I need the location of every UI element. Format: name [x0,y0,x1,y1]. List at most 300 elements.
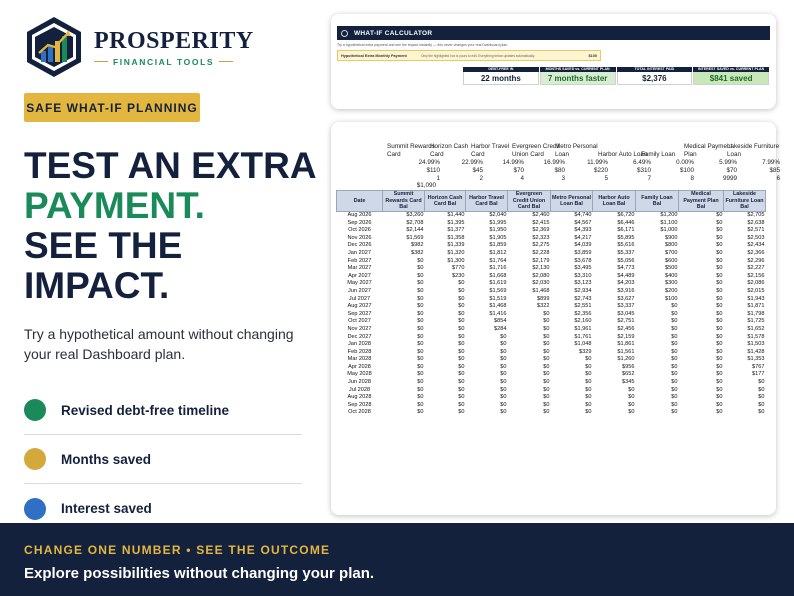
balance-cell: $3,123 [574,280,592,287]
calculator-screenshot [331,14,776,109]
balance-cell: $0 [417,287,424,294]
balance-cell: $1,569 [489,287,507,294]
balance-cell: $0 [543,409,550,416]
balance-cell: $0 [458,310,465,317]
table-row [337,311,766,319]
balance-cell: $2,130 [532,265,550,272]
table-row [337,334,766,342]
loan-order: 3 [561,174,565,182]
loan-order: 4 [520,174,524,182]
loan-payment: $70 [726,166,737,174]
row-date: Mar 2028 [347,356,372,363]
balance-cell: $0 [543,401,550,408]
balance-cell: $0 [543,363,550,370]
balance-cell: $0 [716,394,723,401]
balance-cell: $0 [458,287,465,294]
balance-cell: $0 [716,212,723,218]
balance-cell: $0 [417,356,424,363]
table-row [337,212,766,220]
balance-cell: $0 [716,310,723,317]
row-date: Jan 2028 [347,341,372,348]
balance-cell: $2,228 [532,249,550,256]
balance-cell: $0 [417,272,424,279]
balance-cell: $0 [716,219,723,226]
loan-order: 7 [647,174,651,182]
brand-logo [24,14,254,80]
balance-cell: $0 [671,386,678,393]
balance-cell: $770 [452,265,465,272]
balance-cell: $1,619 [489,280,507,287]
balance-cell: $3,627 [617,295,635,302]
loan-order: 6 [776,174,780,182]
logo-chart-icon [24,15,84,79]
balance-cell: $5,056 [617,257,635,264]
balance-cell: $1,300 [447,257,465,264]
result-interest-saved [693,67,770,85]
table-row [337,250,766,258]
balance-cell: $652 [622,371,635,378]
balance-cell: $0 [716,371,723,378]
balance-cell: $0 [458,409,465,416]
balance-cell: $700 [665,249,678,256]
loan-name: Harbor Auto Loan [598,151,648,159]
calculator-title-bar [337,26,770,40]
loan-payment: $85 [769,166,780,174]
brand-name: PROSPERITY [94,27,254,54]
balance-cell: $0 [716,280,723,287]
balance-cell: $0 [628,394,635,401]
column-header: Medical Payment Plan Bal [679,191,724,212]
balance-cell: $3,337 [617,303,635,310]
balance-cell: $2,275 [532,242,550,249]
loan-order: 1 [436,174,440,182]
balance-cell: $2,030 [532,280,550,287]
balance-cell: $2,415 [532,219,550,226]
legend-dot-icon [24,399,46,421]
balance-cell: $1,871 [747,303,765,310]
balance-cell: $2,708 [406,219,424,226]
balance-cell: $1,716 [489,265,507,272]
balance-cell: $2,179 [532,257,550,264]
legend [24,386,302,533]
balance-cell: $0 [758,379,765,386]
balance-cell: $1,905 [489,234,507,241]
balance-cell: $0 [417,401,424,408]
table-row [337,394,766,402]
balance-cell: $0 [500,386,507,393]
balance-cell: $2,434 [747,242,765,249]
balance-cell: $0 [417,379,424,386]
balance-cell: $0 [628,401,635,408]
row-date: Aug 2027 [347,303,372,310]
balance-cell: $0 [417,333,424,340]
balance-cell: $3,495 [574,265,592,272]
balance-cell: $0 [458,303,465,310]
balance-cell: $2,369 [532,227,550,234]
result-value: $2,376 [617,72,693,85]
balance-cell: $2,227 [747,265,765,272]
table-row [337,356,766,364]
balance-cell: $0 [417,394,424,401]
calculator-description: Try a hypothetical extra payment and see the impact instantly — this never changes your real Dashboard plan. [337,43,509,47]
balance-cell: $0 [585,401,592,408]
balance-cell: $2,705 [747,212,765,218]
balance-cell: $2,571 [747,227,765,234]
row-date: Aug 2028 [347,394,372,401]
balance-cell: $0 [716,325,723,332]
balance-cell: $3,260 [406,212,424,218]
balance-cell: $0 [458,333,465,340]
balance-cell: $1,561 [617,348,635,355]
loan-apr: 0.00% [676,159,694,166]
balance-cell: $0 [458,379,465,386]
balance-cell: $0 [543,379,550,386]
balance-cell: $0 [716,318,723,325]
table-row [337,379,766,387]
loan-order: 5 [604,174,608,182]
balance-cell: $0 [716,348,723,355]
balance-cell: $0 [500,371,507,378]
balance-cell: $2,296 [747,257,765,264]
headline [24,146,324,306]
balance-cell: $1,320 [447,249,465,256]
balance-cell: $0 [585,409,592,416]
row-date: Apr 2028 [348,363,371,370]
balance-cell: $0 [716,363,723,370]
balance-cell: $1,652 [747,325,765,332]
loan-name: Summit Rewards Card [387,143,435,159]
balance-cell: $0 [671,303,678,310]
balance-cell: $329 [579,348,592,355]
row-date: May 2027 [347,280,372,287]
balance-cell: $1,995 [489,219,507,226]
balance-cell: $0 [417,371,424,378]
footer-kicker: CHANGE ONE NUMBER • SEE THE OUTCOME [24,543,331,557]
legend-label: Months saved [61,451,152,467]
column-header: Lakeside Furniture Loan Bal [725,191,764,211]
column-header: Harbor Auto Loan Bal [593,191,636,212]
balance-cell: $3,045 [617,310,635,317]
loan-order: 8 [690,174,694,182]
balance-cell: $322 [537,303,550,310]
balance-cell: $0 [758,394,765,401]
balance-cell: $0 [500,363,507,370]
balance-cell: $0 [417,310,424,317]
balance-cell: $0 [671,363,678,370]
loan-payment: $70 [513,166,524,174]
row-date: Jul 2027 [348,295,371,302]
balance-cell: $1,503 [747,341,765,348]
row-date: Oct 2026 [348,227,371,234]
balance-cell: $0 [417,363,424,370]
balance-cell: $0 [500,356,507,363]
balance-cell: $0 [458,386,465,393]
balance-cell: $0 [417,325,424,332]
balance-cell: $1,950 [489,227,507,234]
result-header: INTEREST SAVED vs. CURRENT PLAN [693,67,769,72]
balance-cell: $1,764 [489,257,507,264]
balance-cell: $3,916 [617,287,635,294]
balance-cell: $0 [585,386,592,393]
balance-cell: $1,416 [489,310,507,317]
balance-cell: $1,395 [447,219,465,226]
balance-cell: $0 [671,341,678,348]
balance-cell: $1,468 [532,287,550,294]
row-date: Nov 2026 [347,234,372,241]
balance-cell: $1,519 [489,295,507,302]
calculator-note: Only the highlighted box is yours to edit. Everything below updates automatically. [421,53,536,58]
table-row [337,296,766,304]
balance-cell: $1,048 [574,341,592,348]
balance-cell: $2,323 [532,234,550,241]
column-header: Metro Personal Loan Bal [551,191,593,212]
subtext: Try a hypothetical amount without changing your real Dashboard plan. [24,326,294,362]
balance-cell: $0 [671,310,678,317]
balance-cell: $0 [458,401,465,408]
balance-cell: $3,678 [574,257,592,264]
column-header: Date [337,191,383,212]
balance-cell: $0 [671,348,678,355]
table-row [337,303,766,311]
balance-cell: $0 [585,363,592,370]
balance-cell: $2,144 [406,227,424,234]
balance-cell: $2,743 [574,295,592,302]
balance-cell: $1,761 [574,333,592,340]
table-row [337,318,766,326]
balance-cell: $0 [671,371,678,378]
balance-cell: $4,740 [574,212,592,218]
balance-cell: $0 [671,318,678,325]
balance-cell: $5,895 [617,234,635,241]
balance-cell: $0 [500,409,507,416]
balance-cell: $300 [665,280,678,287]
row-date: Dec 2027 [347,333,372,340]
balance-cell: $4,203 [617,280,635,287]
table-row [337,364,766,372]
balance-cell: $0 [628,386,635,393]
balance-cell: $2,551 [574,303,592,310]
loan-payment: $220 [593,166,608,174]
legend-dot-icon [24,448,46,470]
legend-label: Revised debt-free timeline [61,402,230,418]
loan-order: 9999 [722,174,737,182]
footer-banner [0,523,794,596]
row-date: Oct 2027 [348,318,371,325]
balance-cell: $0 [543,341,550,348]
balance-cell: $0 [417,341,424,348]
balance-cell: $0 [585,371,592,378]
legend-dot-icon [24,498,46,520]
balance-cell: $4,773 [617,265,635,272]
balance-cell: $956 [622,363,635,370]
balance-cell: $0 [417,280,424,287]
table-row [337,402,766,410]
table-row [337,220,766,228]
table-row [337,280,766,288]
row-date: Jan 2027 [347,249,372,256]
balance-cell: $1,943 [747,295,765,302]
footer-text: Explore possibilities without changing your plan. [24,565,375,582]
loan-apr: 6.49% [633,159,651,166]
loan-order: 2 [479,174,483,182]
balance-cell: $2,356 [574,310,592,317]
balance-cell: $3,859 [574,249,592,256]
balance-cell: $1,000 [660,227,678,234]
row-date: May 2028 [347,371,372,378]
balance-cell: $2,503 [747,234,765,241]
balance-cell: $0 [671,379,678,386]
balance-cell: $1,358 [447,234,465,241]
balance-cell: $0 [716,287,723,294]
loan-payment: $100 [679,166,694,174]
loan-name: Family Loan [641,151,676,159]
balance-cell: $0 [671,409,678,416]
balance-cell: $4,039 [574,242,592,249]
balance-cell: $2,040 [489,212,507,218]
balance-cell: $2,460 [532,212,550,218]
column-header: Evergreen Credit Union Card Bal [508,191,551,212]
result-total-interest [617,67,694,85]
result-value: 7 months faster [540,72,616,85]
row-date: Sep 2028 [347,401,372,408]
balance-cell: $0 [458,318,465,325]
balance-cell: $0 [543,318,550,325]
balance-cell: $4,393 [574,227,592,234]
balance-cell: $4,217 [574,234,592,241]
balance-cell: $177 [752,371,765,378]
row-date: Aug 2026 [347,212,372,218]
balance-cell: $1,668 [489,272,507,279]
headline-line-2: PAYMENT. [24,185,205,226]
balance-cell: $0 [458,348,465,355]
table-row [337,265,766,273]
column-header: Summit Rewards Card Bal [383,191,425,212]
balance-cell: $2,934 [574,287,592,294]
balance-cell: $2,156 [747,272,765,279]
table-row [337,227,766,235]
balance-cell: $0 [458,325,465,332]
balance-cell: $2,015 [747,287,765,294]
balance-cell: $345 [622,379,635,386]
balance-cell: $0 [500,401,507,408]
balance-cell: $3,310 [574,272,592,279]
balance-cell: $0 [500,333,507,340]
balance-cell: $0 [716,234,723,241]
balance-cell: $382 [411,249,424,256]
balance-cell: $0 [500,394,507,401]
loan-apr: 16.99% [543,159,565,166]
balance-cell: $0 [716,242,723,249]
headline-line-3: SEE THE [24,225,183,266]
table-row [337,326,766,334]
balance-cell: $0 [585,379,592,386]
balance-cell: $1,569 [406,234,424,241]
balance-cell: $0 [543,310,550,317]
extra-payment-label: Hypothetical Extra Monthly Payment [341,53,407,58]
balance-cell: $1,428 [747,348,765,355]
calculator-badge-icon [341,30,348,37]
balance-cell: $1,859 [489,242,507,249]
balance-cell: $900 [665,234,678,241]
loan-payment: $80 [554,166,565,174]
result-debt-free [463,67,540,85]
loan-payment: $310 [636,166,651,174]
balance-cell: $0 [500,379,507,386]
table-row [337,409,766,417]
balance-cell: $0 [458,394,465,401]
balance-cell: $0 [716,249,723,256]
balance-cell: $0 [417,295,424,302]
balance-cell: $0 [417,409,424,416]
balance-cell: $6,720 [617,212,635,218]
balance-cell: $0 [458,363,465,370]
result-header: TOTAL INTEREST PAID [617,67,693,72]
loan-name: Harbor Travel Card [471,143,510,159]
balance-cell: $2,366 [747,249,765,256]
balance-cell: $1,339 [447,242,465,249]
balance-cell: $0 [671,394,678,401]
balance-cell: $0 [716,265,723,272]
balance-cell: $0 [543,333,550,340]
table-row [337,349,766,357]
balance-cell: $0 [543,386,550,393]
loan-name: Horizon Cash Card [430,143,469,159]
extra-payment-value: $100 [588,53,597,58]
row-date: Jul 2028 [348,386,371,393]
balance-cell: $0 [671,401,678,408]
balance-cell: $0 [417,386,424,393]
balance-cell: $0 [716,303,723,310]
balance-cell: $5,337 [617,249,635,256]
balance-cell: $0 [500,348,507,355]
loan-apr: 7.99% [762,159,780,166]
row-date: Feb 2028 [347,348,372,355]
balance-cell: $100 [665,295,678,302]
loan-name: Medical Payment Plan [684,143,733,159]
column-header: Horizon Cash Card Bal [425,191,466,212]
balance-cell: $200 [665,287,678,294]
balance-cell: $4,567 [574,219,592,226]
calculator-title: WHAT-IF CALCULATOR [354,29,433,37]
balance-cell: $982 [411,242,424,249]
headline-line-4: IMPACT. [24,265,170,306]
headline-line-1: TEST AN EXTRA [24,145,317,186]
results-row [463,67,770,85]
balance-cell: $1,200 [660,212,678,218]
balance-cell: $0 [458,356,465,363]
balance-cell: $1,260 [617,356,635,363]
schedule-screenshot [331,122,780,515]
loan-apr: 22.99% [461,159,483,166]
balance-cell: $1,725 [747,318,765,325]
table-row [337,387,766,395]
balance-cell: $854 [494,318,507,325]
balance-cell: $0 [716,295,723,302]
table-row [337,258,766,266]
balance-cell: $0 [628,409,635,416]
balance-cell: $1,961 [574,325,592,332]
balance-cell: $4,489 [617,272,635,279]
loan-name: Metro Personal Loan [555,143,598,159]
balance-cell: $0 [716,401,723,408]
balance-cell: $0 [585,356,592,363]
table-row [337,341,766,349]
loan-apr: 24.99% [418,159,440,166]
balance-cell: $0 [543,348,550,355]
balance-cell: $0 [458,371,465,378]
balance-cell: $1,468 [489,303,507,310]
balance-cell: $1,100 [660,219,678,226]
